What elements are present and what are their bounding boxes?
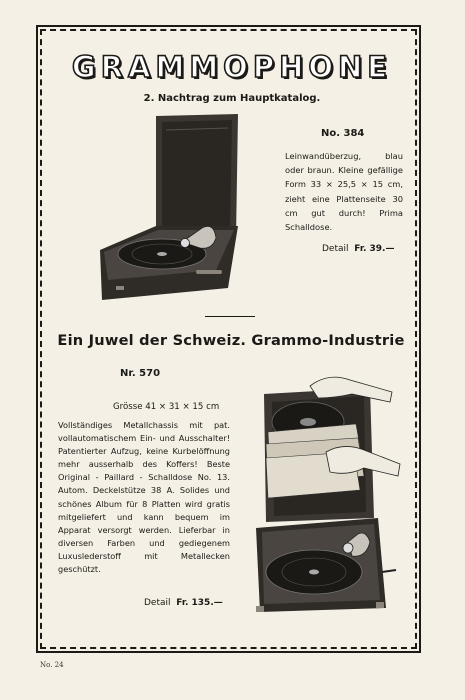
page-number: No. 24 [40,661,64,669]
price-label: Detail [322,244,349,254]
product-570-price [144,598,223,608]
product-384-number: No. 384 [321,128,365,139]
catalog-title: GRAMMOPHONE [71,50,393,84]
price-value: Fr. 135.— [176,598,223,608]
price-value: Fr. 39.— [354,244,395,254]
product-570-size: Grösse 41 × 31 × 15 cm [113,402,220,412]
product-570-description: Vollständiges Metallchassis mit pat. vollautomatischem Ein- und Ausschalter! Patentierter Aufzug, keine Kurbelöffnung mehr ausserhalb des Koffers! Beste Original - Paillard - Schalldose No. 13. Autom. Deckelstütze 38 A. Solides und schönes Album für 8 Platten wird gratis mitgeliefert und kann bequem im Apparat versorgt werden. Lieferbar in diversen Farben und gediegenem Luxuslederstoff mit Metallecken geschützt. [58,420,230,575]
product-570-number: Nr. 570 [120,368,161,379]
section-headline: Ein Juwel der Schweiz. Grammo-Industrie [57,332,405,349]
gramophone-384-image [96,110,241,306]
section-divider [205,316,255,317]
product-384-description: Leinwandüberzug, blau oder braun. Kleine gefällige Form 33 × 25,5 × 15 cm, zieht eine Plattenseite 30 cm gut durch! Prima Schalldose. [285,151,403,233]
gramophone-570-image [252,372,402,622]
price-label: Detail [144,598,171,608]
product-384-price [322,244,394,254]
catalog-subtitle: 2. Nachtrag zum Hauptkatalog. [143,93,321,104]
